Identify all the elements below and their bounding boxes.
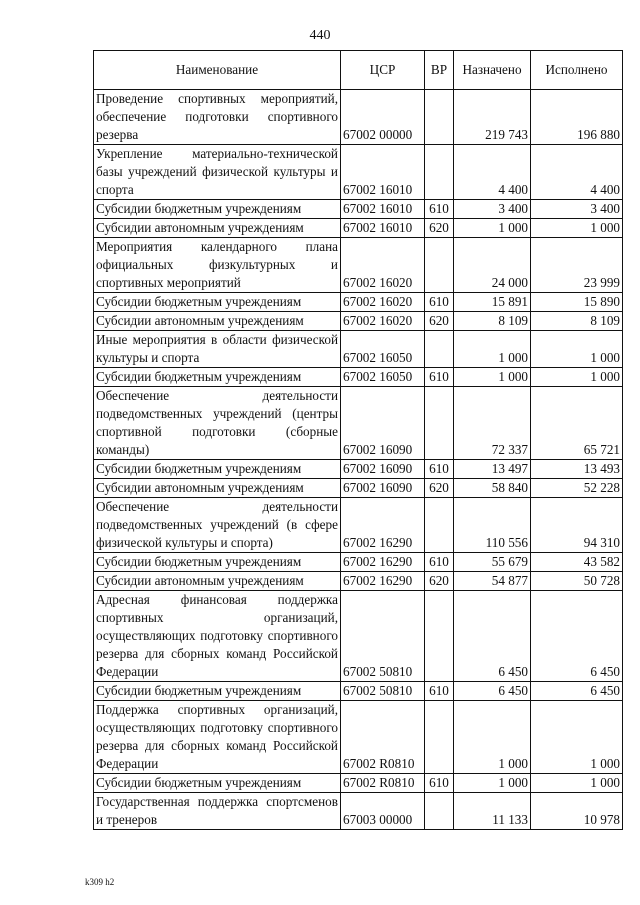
cell-vr [425, 793, 454, 830]
table-row [94, 145, 623, 200]
cell-vr: 610 [425, 368, 454, 387]
cell-csr: 67002 R0810 [341, 701, 425, 774]
cell-planned: 13 497 [454, 460, 531, 479]
header-executed: Исполнено [531, 51, 623, 90]
cell-name: Субсидии автономным учреждениям [94, 219, 341, 238]
cell-planned: 24 000 [454, 238, 531, 293]
page-number: 440 [309, 28, 331, 43]
cell-name: Укрепление материально-технической базы учреждений физической культуры и спорта [94, 145, 341, 200]
cell-vr: 610 [425, 774, 454, 793]
cell-planned: 8 109 [454, 312, 531, 331]
cell-executed: 50 728 [531, 572, 623, 591]
table-row [94, 553, 623, 572]
cell-csr: 67002 R0810 [341, 774, 425, 793]
cell-planned: 3 400 [454, 200, 531, 219]
cell-executed: 1 000 [531, 219, 623, 238]
cell-executed: 8 109 [531, 312, 623, 331]
cell-csr: 67002 16290 [341, 553, 425, 572]
budget-table [93, 50, 623, 830]
cell-name: Субсидии бюджетным учреждениям [94, 368, 341, 387]
cell-csr: 67002 16010 [341, 219, 425, 238]
cell-name: Обеспечение деятельности подведомственных учреждений (в сфере физической культуры и спорта) [94, 498, 341, 553]
cell-name: Субсидии бюджетным учреждениям [94, 460, 341, 479]
table-header-row [94, 51, 623, 90]
cell-executed: 15 890 [531, 293, 623, 312]
cell-name: Субсидии бюджетным учреждениям [94, 774, 341, 793]
cell-planned: 15 891 [454, 293, 531, 312]
cell-vr: 620 [425, 479, 454, 498]
cell-name: Субсидии бюджетным учреждениям [94, 553, 341, 572]
cell-planned: 4 400 [454, 145, 531, 200]
cell-vr: 620 [425, 219, 454, 238]
table-row [94, 774, 623, 793]
cell-planned: 54 877 [454, 572, 531, 591]
table-row [94, 293, 623, 312]
header-name: Наименование [94, 51, 341, 90]
cell-vr: 620 [425, 312, 454, 331]
cell-csr: 67002 16050 [341, 331, 425, 368]
cell-name: Адресная финансовая поддержка спортивных организаций, осуществляющих подготовку спортивного резерва для сборных команд Российской Федерации [94, 591, 341, 682]
table-row [94, 219, 623, 238]
header-planned: Назначено [454, 51, 531, 90]
cell-executed: 65 721 [531, 387, 623, 460]
table-row [94, 312, 623, 331]
cell-executed: 1 000 [531, 774, 623, 793]
cell-executed: 4 400 [531, 145, 623, 200]
cell-executed: 94 310 [531, 498, 623, 553]
table-row [94, 498, 623, 553]
table-row [94, 238, 623, 293]
cell-vr: 610 [425, 553, 454, 572]
cell-executed: 196 880 [531, 90, 623, 145]
cell-vr: 610 [425, 293, 454, 312]
cell-executed: 6 450 [531, 591, 623, 682]
footer-code: k309 h2 [85, 877, 115, 887]
cell-csr: 67002 16020 [341, 293, 425, 312]
cell-planned: 1 000 [454, 368, 531, 387]
cell-vr [425, 238, 454, 293]
cell-name: Субсидии автономным учреждениям [94, 312, 341, 331]
table-row [94, 591, 623, 682]
cell-executed: 43 582 [531, 553, 623, 572]
cell-planned: 1 000 [454, 219, 531, 238]
table-row [94, 387, 623, 460]
cell-vr: 610 [425, 460, 454, 479]
cell-csr: 67002 16090 [341, 460, 425, 479]
cell-executed: 6 450 [531, 682, 623, 701]
cell-vr [425, 591, 454, 682]
cell-planned: 1 000 [454, 701, 531, 774]
cell-planned: 1 000 [454, 774, 531, 793]
cell-planned: 1 000 [454, 331, 531, 368]
cell-executed: 1 000 [531, 368, 623, 387]
cell-csr: 67002 16290 [341, 572, 425, 591]
cell-vr [425, 387, 454, 460]
cell-name: Субсидии автономным учреждениям [94, 479, 341, 498]
cell-executed: 52 228 [531, 479, 623, 498]
cell-csr: 67002 16090 [341, 387, 425, 460]
cell-csr: 67002 16020 [341, 238, 425, 293]
cell-name: Обеспечение деятельности подведомственных учреждений (центры спортивной подготовки (сборные команды) [94, 387, 341, 460]
cell-name: Субсидии бюджетным учреждениям [94, 293, 341, 312]
cell-csr: 67002 16090 [341, 479, 425, 498]
table-row [94, 200, 623, 219]
cell-name: Поддержка спортивных организаций, осуществляющих подготовку спортивного резерва для сборных команд Российской Федерации [94, 701, 341, 774]
cell-vr [425, 331, 454, 368]
cell-name: Иные мероприятия в области физической культуры и спорта [94, 331, 341, 368]
header-csr: ЦСР [341, 51, 425, 90]
cell-planned: 11 133 [454, 793, 531, 830]
cell-planned: 219 743 [454, 90, 531, 145]
cell-vr: 610 [425, 200, 454, 219]
cell-planned: 55 679 [454, 553, 531, 572]
table-row [94, 90, 623, 145]
cell-vr [425, 90, 454, 145]
table-row [94, 793, 623, 830]
cell-csr: 67003 00000 [341, 793, 425, 830]
cell-csr: 67002 00000 [341, 90, 425, 145]
cell-csr: 67002 16010 [341, 145, 425, 200]
cell-executed: 3 400 [531, 200, 623, 219]
cell-vr [425, 701, 454, 774]
table-row [94, 460, 623, 479]
cell-csr: 67002 16020 [341, 312, 425, 331]
table-row [94, 331, 623, 368]
cell-executed: 10 978 [531, 793, 623, 830]
cell-csr: 67002 16050 [341, 368, 425, 387]
cell-name: Государственная поддержка спортсменов и тренеров [94, 793, 341, 830]
table-row [94, 368, 623, 387]
cell-planned: 58 840 [454, 479, 531, 498]
cell-planned: 72 337 [454, 387, 531, 460]
cell-vr: 620 [425, 572, 454, 591]
table-row [94, 479, 623, 498]
cell-name: Субсидии бюджетным учреждениям [94, 682, 341, 701]
cell-executed: 23 999 [531, 238, 623, 293]
cell-executed: 1 000 [531, 701, 623, 774]
cell-vr [425, 145, 454, 200]
cell-planned: 110 556 [454, 498, 531, 553]
cell-csr: 67002 16290 [341, 498, 425, 553]
cell-name: Проведение спортивных мероприятий, обеспечение подготовки спортивного резерва [94, 90, 341, 145]
cell-name: Мероприятия календарного плана официальных физкультурных и спортивных мероприятий [94, 238, 341, 293]
cell-name: Субсидии автономным учреждениям [94, 572, 341, 591]
table-row [94, 572, 623, 591]
cell-executed: 1 000 [531, 331, 623, 368]
cell-vr [425, 498, 454, 553]
cell-executed: 13 493 [531, 460, 623, 479]
cell-csr: 67002 50810 [341, 682, 425, 701]
cell-planned: 6 450 [454, 682, 531, 701]
cell-csr: 67002 50810 [341, 591, 425, 682]
cell-vr: 610 [425, 682, 454, 701]
table-row [94, 682, 623, 701]
cell-csr: 67002 16010 [341, 200, 425, 219]
table-row [94, 701, 623, 774]
header-vr: ВР [425, 51, 454, 90]
cell-planned: 6 450 [454, 591, 531, 682]
cell-name: Субсидии бюджетным учреждениям [94, 200, 341, 219]
